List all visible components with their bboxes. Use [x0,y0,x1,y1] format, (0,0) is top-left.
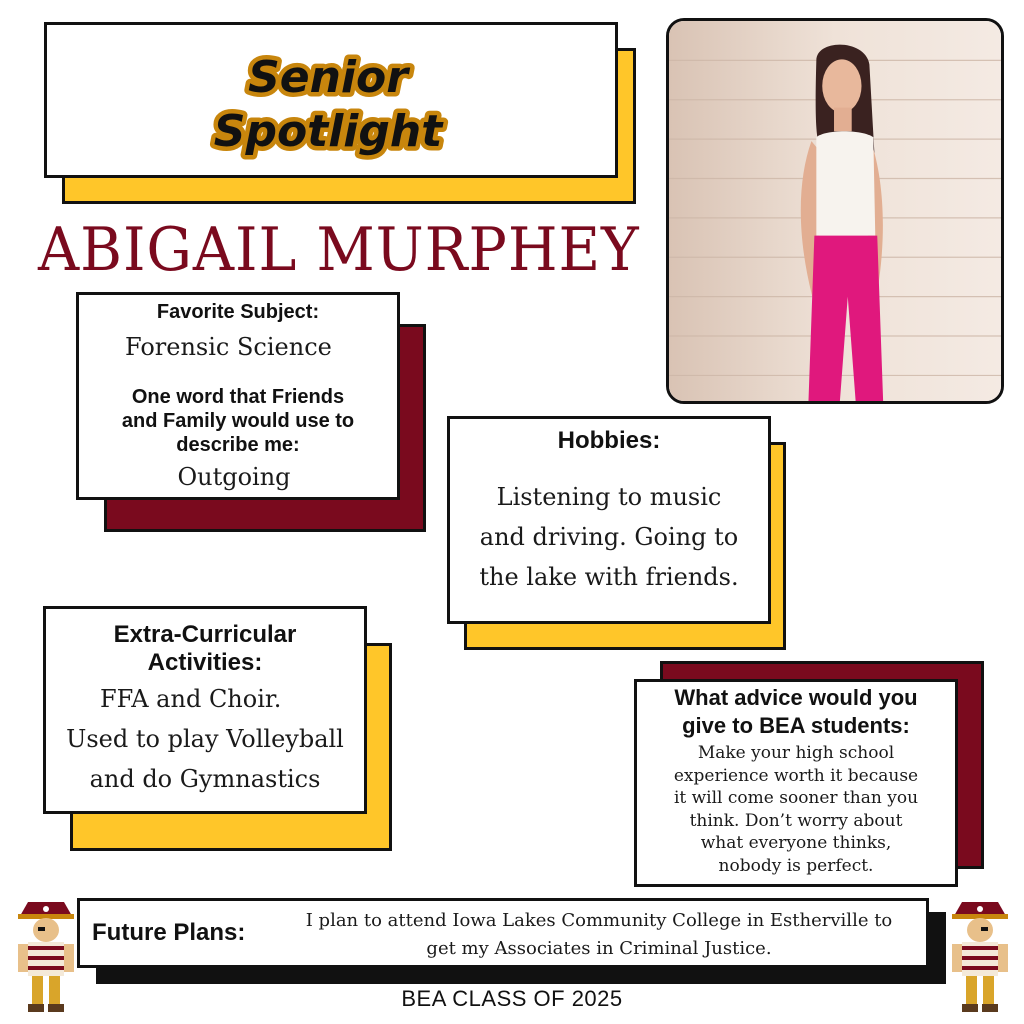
extracurricular-label-line-2: Activities: [147,649,263,676]
one-word-label-line-1: One word that Friends [131,386,345,408]
hobbies-card [447,416,771,624]
favorite-subject-card [76,292,400,500]
one-word-value: Outgoing [177,463,291,491]
hobbies-line-3: the lake with friends. [479,563,739,591]
extracurricular-label [46,621,364,677]
logo-line-spotlight: Spotlight [213,106,443,157]
extracurricular-card [43,606,367,814]
advice-label [637,684,955,740]
extracurricular-label-line-1: Extra-Curricular [113,621,297,648]
advice-text [637,742,955,877]
advice-label-line-1: What advice would you [674,685,918,710]
advice-line-2: experience worth it because [673,765,919,786]
advice-line-1: Make your high school [697,743,895,763]
extracurricular-text [46,679,364,799]
hobbies-text [450,477,768,597]
favorite-subject-label: Favorite Subject: [156,301,320,323]
student-name: ABIGAIL MURPHEY [38,215,640,285]
hobbies-line-1: Listening to music [496,483,722,511]
future-plans-card [77,898,929,968]
senior-spotlight-logo [150,30,510,170]
advice-label-line-2: give to BEA students: [682,713,910,738]
class-footer: BEA CLASS OF 2025 [401,986,623,1011]
student-photo [666,18,1004,404]
extracurricular-line-3: and do Gymnastics [89,765,321,793]
future-plans-text [270,907,928,963]
hobbies-line-2: and driving. Going to [479,523,739,551]
future-plans-label: Future Plans: [92,919,246,946]
advice-line-6: nobody is perfect. [718,855,874,876]
future-plans-line-2: get my Associates in Criminal Justice. [426,938,772,959]
extracurricular-line-2: Used to play Volleyball [66,725,344,753]
one-word-label-line-3: describe me: [176,434,300,456]
one-word-label-line-2: and Family would use to [121,410,355,432]
extracurricular-line-1: FFA and Choir. [100,685,282,713]
advice-card [634,679,958,887]
one-word-label [79,385,397,457]
future-plans-line-1: I plan to attend Iowa Lakes Community College in Estherville to [305,910,893,931]
advice-line-3: it will come sooner than you [673,788,919,808]
advice-line-4: think. Don’t worry about [689,810,903,831]
favorite-subject-value: Forensic Science [125,333,332,361]
logo-line-senior: Senior [248,52,408,103]
advice-line-5: what everyone thinks, [700,833,892,853]
hobbies-label: Hobbies: [557,427,661,454]
